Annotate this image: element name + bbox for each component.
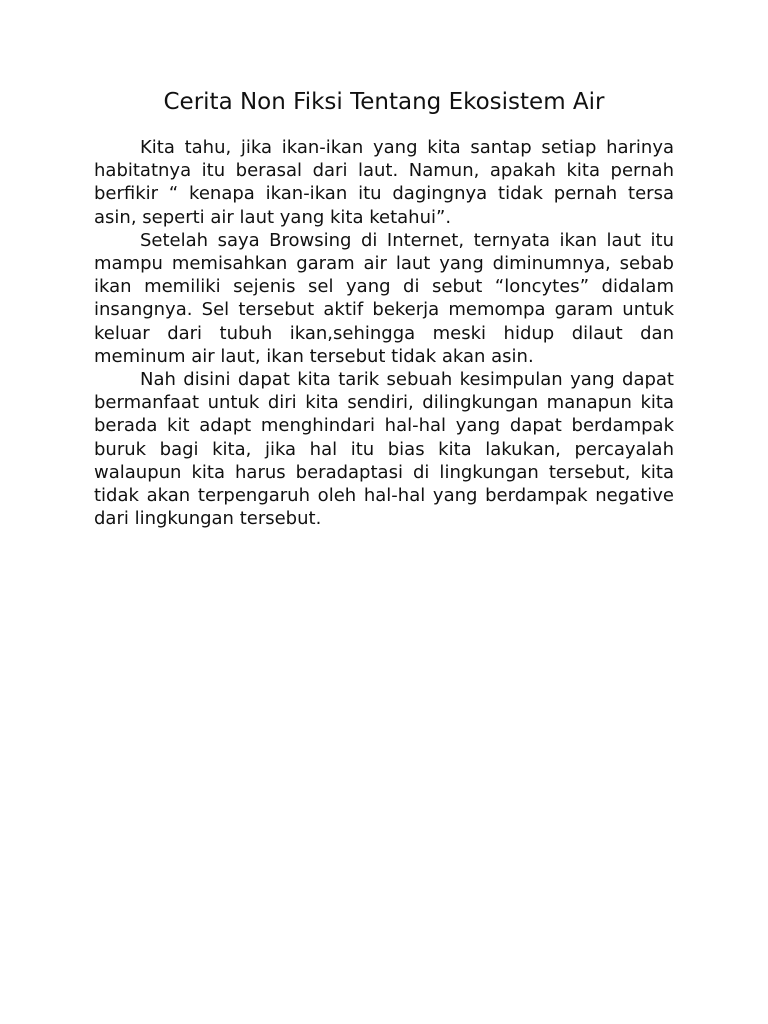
paragraph-3: Nah disini dapat kita tarik sebuah kesimpulan yang dapat bermanfaat untuk diri kita sendiri, dilingkungan manapun kita berada kit adapt menghindari hal-hal yang dapat berdampak buruk bagi kita, jika hal itu bias kita lakukan, percayalah walaupun kita harus beradaptasi di lingkungan tersebut, kita tidak akan terpengaruh oleh hal-hal yang berdampak negative dari lingkungan tersebut.: [94, 369, 674, 530]
document-title: Cerita Non Fiksi Tentang Ekosistem Air: [163, 89, 605, 115]
paragraph-2: Setelah saya Browsing di Internet, ternyata ikan laut itu mampu memisahkan garam air laut yang diminumnya, sebab ikan memiliki sejenis sel yang di sebut “loncytes” didalam insangnya. Sel tersebut aktif bekerja memompa garam untuk keluar dari tubuh ikan,sehingga meski hidup dilaut dan meminum air laut, ikan tersebut tidak akan asin.: [94, 229, 674, 367]
document-body: [94, 136, 674, 530]
paragraph-1: Kita tahu, jika ikan-ikan yang kita santap setiap harinya habitatnya itu berasal dari laut. Namun, apakah kita pernah berfikir “ kenapa ikan-ikan itu dagingnya tidak pernah tersa asin, seperti air laut yang kita ketahui”.: [94, 137, 674, 228]
